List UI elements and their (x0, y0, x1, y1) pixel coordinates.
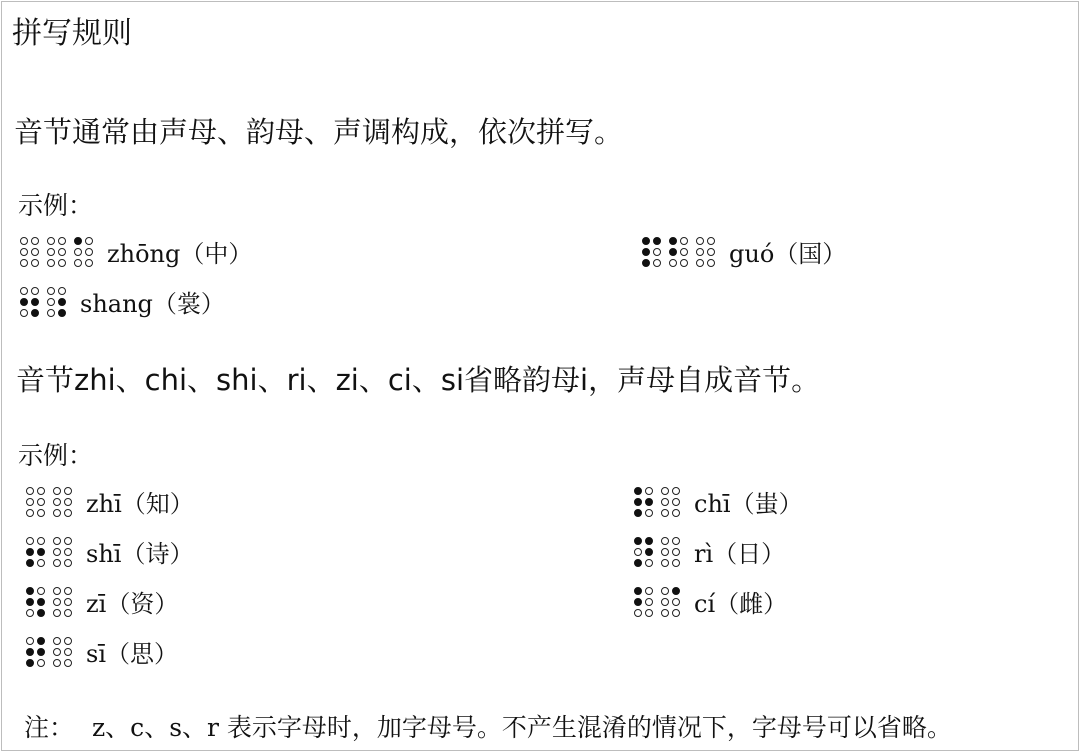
braille-cells (26, 537, 72, 567)
braille-dot (26, 548, 34, 556)
braille-dot (680, 237, 688, 245)
braille-dot (634, 487, 642, 495)
braille-dot (26, 498, 34, 506)
braille-dot (669, 237, 677, 245)
braille-dot (661, 548, 669, 556)
example-si (26, 634, 178, 669)
braille-dot (53, 598, 61, 606)
braille-cell (47, 287, 66, 317)
braille-dot (672, 609, 680, 617)
braille-dot (74, 259, 82, 267)
braille-cell (696, 237, 715, 267)
braille-dot (58, 298, 66, 306)
braille-dot (58, 259, 66, 267)
example-shang (20, 284, 225, 319)
braille-dot (58, 287, 66, 295)
braille-dot (661, 498, 669, 506)
note-label: 注： (24, 713, 75, 742)
braille-dot (642, 259, 650, 267)
braille-dot (645, 537, 653, 545)
braille-dot (53, 648, 61, 656)
example-zi (26, 584, 178, 619)
braille-dot (26, 559, 34, 567)
braille-cell (634, 537, 653, 567)
example-label-1: 示例： (18, 191, 94, 220)
braille-dot (661, 509, 669, 517)
braille-cells (634, 537, 680, 567)
braille-cell (20, 237, 39, 267)
braille-dot (64, 659, 72, 667)
braille-dot (58, 237, 66, 245)
braille-dot (20, 259, 28, 267)
braille-dot (634, 537, 642, 545)
braille-dot (58, 309, 66, 317)
braille-dot (26, 659, 34, 667)
braille-cell (47, 237, 66, 267)
braille-dot (26, 509, 34, 517)
braille-dot (31, 298, 39, 306)
braille-dot (653, 248, 661, 256)
braille-cell (53, 637, 72, 667)
braille-dot (634, 559, 642, 567)
braille-dot (661, 587, 669, 595)
braille-dot (64, 487, 72, 495)
braille-dot (37, 598, 45, 606)
example-zhi (26, 484, 194, 519)
braille-dot (634, 509, 642, 517)
braille-dot (20, 298, 28, 306)
braille-dot (64, 648, 72, 656)
braille-dot (645, 598, 653, 606)
braille-dot (20, 248, 28, 256)
braille-dot (47, 309, 55, 317)
braille-cells (20, 237, 93, 267)
braille-cells (20, 287, 66, 317)
braille-dot (707, 248, 715, 256)
braille-dot (85, 248, 93, 256)
braille-dot (645, 609, 653, 617)
braille-dot (47, 248, 55, 256)
braille-dot (653, 237, 661, 245)
braille-dot (74, 237, 82, 245)
braille-dot (37, 637, 45, 645)
braille-dot (47, 298, 55, 306)
braille-cell (26, 587, 45, 617)
braille-dot (37, 559, 45, 567)
example-text: zhī（知） (86, 490, 194, 518)
example-text: zī（资） (86, 590, 179, 618)
braille-dot (53, 637, 61, 645)
braille-dot (53, 498, 61, 506)
braille-dot (672, 498, 680, 506)
braille-dot (645, 548, 653, 556)
braille-dot (64, 509, 72, 517)
braille-dot (672, 548, 680, 556)
braille-dot (53, 587, 61, 595)
braille-dot (37, 498, 45, 506)
braille-dot (74, 248, 82, 256)
example-label-2: 示例： (18, 441, 94, 470)
braille-dot (26, 637, 34, 645)
braille-cell (53, 587, 72, 617)
braille-cell (634, 587, 653, 617)
braille-dot (37, 659, 45, 667)
braille-dot (672, 587, 680, 595)
braille-cell (669, 237, 688, 267)
example-text: chī（蚩） (694, 490, 803, 518)
braille-dot (672, 598, 680, 606)
braille-dot (31, 309, 39, 317)
braille-dot (672, 537, 680, 545)
braille-dot (26, 648, 34, 656)
braille-dot (672, 559, 680, 567)
braille-dot (53, 659, 61, 667)
braille-dot (20, 237, 28, 245)
braille-cell (26, 637, 45, 667)
braille-cell (53, 537, 72, 567)
braille-dot (37, 587, 45, 595)
braille-dot (53, 548, 61, 556)
braille-dot (672, 509, 680, 517)
braille-dot (64, 498, 72, 506)
braille-dot (645, 587, 653, 595)
braille-dot (26, 598, 34, 606)
braille-dot (47, 259, 55, 267)
braille-dot (661, 487, 669, 495)
rule-2: 音节zhi、chi、shi、ri、zi、ci、si省略韵母i，声母自成音节。 (16, 363, 821, 397)
braille-cell (634, 487, 653, 517)
braille-dot (31, 237, 39, 245)
braille-dot (64, 609, 72, 617)
braille-dot (645, 487, 653, 495)
braille-dot (37, 509, 45, 517)
braille-cell (661, 587, 680, 617)
braille-dot (31, 287, 39, 295)
braille-dot (653, 259, 661, 267)
braille-dot (20, 309, 28, 317)
braille-dot (642, 248, 650, 256)
braille-cell (661, 537, 680, 567)
braille-dot (26, 537, 34, 545)
braille-dot (26, 587, 34, 595)
braille-dot (85, 259, 93, 267)
braille-dot (642, 237, 650, 245)
example-guo (642, 234, 846, 269)
braille-dot (64, 598, 72, 606)
braille-dot (64, 637, 72, 645)
braille-dot (58, 248, 66, 256)
example-shi (26, 534, 193, 569)
braille-dot (53, 509, 61, 517)
example-zhong (20, 234, 252, 269)
braille-dot (37, 487, 45, 495)
braille-dot (37, 548, 45, 556)
braille-cell (661, 487, 680, 517)
braille-dot (661, 537, 669, 545)
braille-cell (26, 487, 45, 517)
example-chi (634, 484, 803, 519)
braille-cells (26, 487, 72, 517)
example-text: shī（诗） (86, 540, 194, 568)
braille-dot (669, 248, 677, 256)
braille-cell (26, 537, 45, 567)
example-text: cí（雌） (694, 590, 788, 618)
braille-dot (645, 559, 653, 567)
braille-dot (707, 259, 715, 267)
braille-dot (26, 609, 34, 617)
braille-dot (672, 487, 680, 495)
braille-dot (37, 609, 45, 617)
braille-dot (634, 548, 642, 556)
braille-dot (64, 537, 72, 545)
braille-dot (661, 559, 669, 567)
braille-dot (85, 237, 93, 245)
braille-dot (64, 587, 72, 595)
braille-cells (634, 587, 680, 617)
braille-dot (634, 609, 642, 617)
braille-dot (31, 248, 39, 256)
braille-dot (707, 237, 715, 245)
braille-dot (696, 237, 704, 245)
braille-dot (64, 559, 72, 567)
document-page (1, 1, 1079, 751)
example-text: shang（裳） (80, 290, 225, 318)
note-line (24, 708, 952, 744)
braille-dot (31, 259, 39, 267)
example-text: rì（日） (694, 540, 786, 568)
braille-cell (53, 487, 72, 517)
braille-dot (661, 609, 669, 617)
braille-dot (47, 237, 55, 245)
braille-dot (64, 548, 72, 556)
braille-cells (26, 637, 72, 667)
braille-dot (634, 587, 642, 595)
braille-dot (645, 498, 653, 506)
braille-cells (634, 487, 680, 517)
braille-dot (20, 287, 28, 295)
braille-dot (680, 248, 688, 256)
braille-dot (634, 498, 642, 506)
braille-dot (26, 487, 34, 495)
braille-dot (53, 487, 61, 495)
braille-dot (661, 598, 669, 606)
braille-cells (642, 237, 715, 267)
braille-cell (74, 237, 93, 267)
example-ri (634, 534, 785, 569)
note-text: z、c、s、r 表示字母时，加字母号。不产生混淆的情况下，字母号可以省略。 (92, 713, 952, 742)
example-text: guó（国） (729, 240, 847, 268)
braille-dot (634, 598, 642, 606)
braille-cell (20, 287, 39, 317)
braille-dot (696, 259, 704, 267)
braille-dot (53, 609, 61, 617)
braille-dot (696, 248, 704, 256)
braille-dot (53, 559, 61, 567)
braille-dot (669, 259, 677, 267)
braille-dot (37, 537, 45, 545)
example-ci (634, 584, 787, 619)
braille-dot (645, 509, 653, 517)
braille-dot (37, 648, 45, 656)
rule-1: 音节通常由声母、韵母、声调构成，依次拼写。 (14, 115, 624, 149)
example-text: zhōng（中） (107, 240, 253, 268)
braille-cell (642, 237, 661, 267)
braille-cells (26, 587, 72, 617)
example-text: sī（思） (86, 640, 178, 668)
braille-dot (680, 259, 688, 267)
braille-dot (53, 537, 61, 545)
page-title: 拼写规则 (12, 16, 132, 51)
braille-dot (47, 287, 55, 295)
